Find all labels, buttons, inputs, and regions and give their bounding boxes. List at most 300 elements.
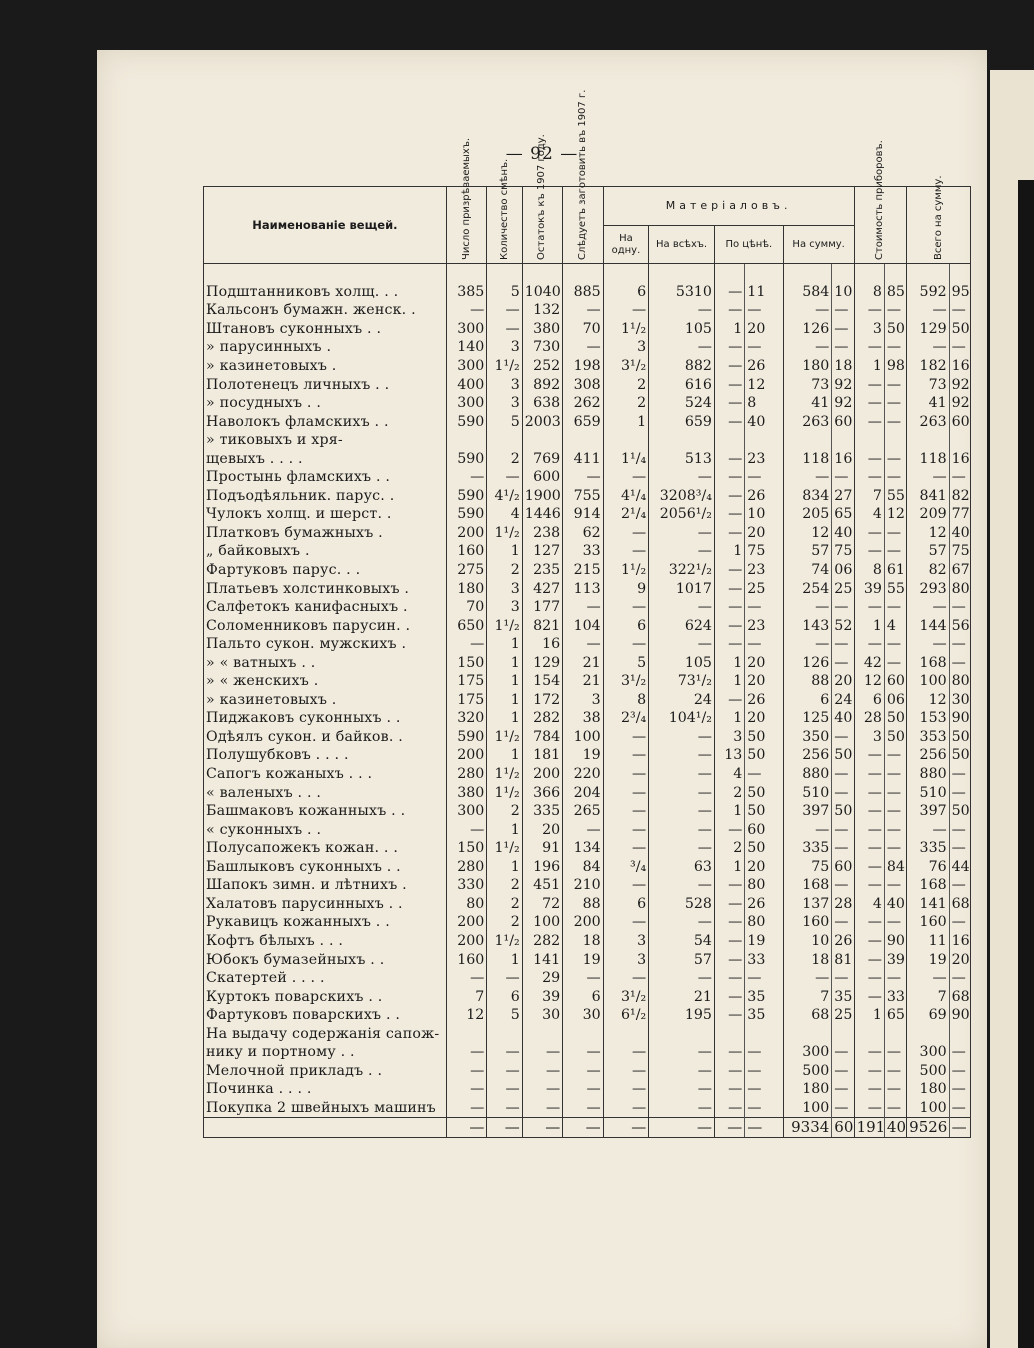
count-cell: 160	[446, 950, 486, 969]
total-rub-cell: —	[907, 468, 949, 487]
count-cell: 175	[446, 691, 486, 710]
price-kop-cell: —	[745, 1099, 783, 1118]
count-cell: —	[446, 1043, 486, 1062]
for-all-cell: —	[649, 969, 715, 988]
price-rub-cell: —	[714, 616, 744, 635]
table-row	[204, 950, 971, 969]
to-make-cell: 262	[563, 394, 603, 413]
table-row	[204, 301, 971, 320]
total-kop-cell: 60	[949, 412, 970, 431]
total-kop-cell: —	[949, 338, 970, 357]
total-kop-cell: 80	[949, 672, 970, 691]
remainder-cell: 177	[522, 598, 562, 617]
table-row	[204, 895, 971, 914]
price-rub-cell: 1	[714, 709, 744, 728]
instr-rub-cell: —	[854, 802, 884, 821]
for-all-cell: —	[649, 598, 715, 617]
price-rub-cell: 2	[714, 839, 744, 858]
sum-rub-cell: 205	[783, 505, 832, 524]
total-kop-cell: —	[949, 653, 970, 672]
header-materials: Матеріаловъ.	[603, 187, 854, 226]
remainder-cell: 600	[522, 468, 562, 487]
total-kop-cell: 75	[949, 542, 970, 561]
item-name: Фартуковъ парус. . .	[204, 561, 447, 580]
remainder-cell: 366	[522, 783, 562, 802]
total-kop-cell: 30	[949, 691, 970, 710]
table-row	[204, 505, 971, 524]
price-rub-cell: —	[714, 505, 744, 524]
total-kop-cell	[949, 431, 970, 450]
sum-rub-cell: 160	[783, 913, 832, 932]
count-cell	[446, 1024, 486, 1043]
instr-rub-cell: —	[854, 876, 884, 895]
price-kop-cell: 50	[745, 839, 783, 858]
sum-rub-cell: 10	[783, 932, 832, 951]
for-all-cell: 524	[649, 394, 715, 413]
price-kop-cell: —	[745, 598, 783, 617]
total-rub-cell: 73	[907, 375, 949, 394]
to-make-cell: 411	[563, 449, 603, 468]
total-rub-cell: 118	[907, 449, 949, 468]
for-all-cell: —	[649, 802, 715, 821]
for-all-cell: —	[649, 635, 715, 654]
per-one-cell: —	[603, 1099, 649, 1118]
sum-kop-cell: 40	[832, 524, 854, 543]
changes-cell: —	[487, 301, 522, 320]
item-name: нику и портному . .	[204, 1043, 447, 1062]
to-make-cell: 88	[563, 895, 603, 914]
price-kop-cell: 35	[745, 1006, 783, 1025]
table-row	[204, 913, 971, 932]
changes-cell: 2	[487, 449, 522, 468]
price-rub-cell: —	[714, 1099, 744, 1118]
instr-kop-cell: —	[884, 876, 906, 895]
changes-cell: —	[487, 1099, 522, 1118]
per-one-cell: —	[603, 802, 649, 821]
total-rub-cell: —	[907, 598, 949, 617]
sum-kop-cell: —	[832, 1043, 854, 1062]
price-kop-cell: 11	[745, 283, 783, 302]
count-cell: 590	[446, 449, 486, 468]
total-rub-cell: 168	[907, 653, 949, 672]
for-all-cell: 882	[649, 357, 715, 376]
remainder-cell: 1900	[522, 487, 562, 506]
total-rub-cell: 100	[907, 672, 949, 691]
total-rub-cell: 500	[907, 1062, 949, 1081]
total-rub-cell	[907, 431, 949, 450]
for-all-cell: —	[649, 1099, 715, 1118]
price-rub-cell: —	[714, 338, 744, 357]
sum-rub-cell: 584	[783, 283, 832, 302]
table-row	[204, 653, 971, 672]
to-make-cell: —	[563, 820, 603, 839]
changes-cell: —	[487, 320, 522, 339]
remainder-cell: 730	[522, 338, 562, 357]
price-kop-cell: 50	[745, 728, 783, 747]
instr-rub-cell: 1	[854, 1006, 884, 1025]
per-one-cell: 6¹/₂	[603, 1006, 649, 1025]
instr-rub-cell: —	[854, 765, 884, 784]
item-name: Башлыковъ суконныхъ . .	[204, 858, 447, 877]
to-make-cell: 914	[563, 505, 603, 524]
changes-cell: 1	[487, 691, 522, 710]
for-all-cell: 5310	[649, 283, 715, 302]
instr-rub-cell: —	[854, 820, 884, 839]
instr-kop-cell: 33	[884, 987, 906, 1006]
per-one-cell: 2¹/₄	[603, 505, 649, 524]
table-row	[204, 338, 971, 357]
per-one-cell: 1¹/₂	[603, 320, 649, 339]
item-name: Пиджаковъ суконныхъ . .	[204, 709, 447, 728]
instr-rub-cell: —	[854, 598, 884, 617]
total-rub-cell	[907, 1024, 949, 1043]
sum-rub-cell: 254	[783, 579, 832, 598]
per-one-cell: 2	[603, 394, 649, 413]
sum-rub-cell: 68	[783, 1006, 832, 1025]
table-row	[204, 858, 971, 877]
per-one-cell: 1¹/₄	[603, 449, 649, 468]
instr-rub-cell: —	[854, 969, 884, 988]
remainder-cell: 72	[522, 895, 562, 914]
total-kop-cell: 90	[949, 1006, 970, 1025]
instr-rub-cell	[854, 1024, 884, 1043]
price-kop-cell: 33	[745, 950, 783, 969]
table-row	[204, 412, 971, 431]
table-row	[204, 375, 971, 394]
changes-cell: 3	[487, 338, 522, 357]
for-all-cell: —	[649, 1043, 715, 1062]
count-cell: 7	[446, 987, 486, 1006]
sum-rub-cell: 350	[783, 728, 832, 747]
table-row	[204, 728, 971, 747]
item-name: Наволокъ фламскихъ . .	[204, 412, 447, 431]
total-kop-cell: 50	[949, 746, 970, 765]
price-rub-cell: 4	[714, 765, 744, 784]
changes-cell: —	[487, 1118, 522, 1138]
total-rub-cell: 11	[907, 932, 949, 951]
price-kop-cell: —	[745, 765, 783, 784]
sum-rub-cell: 397	[783, 802, 832, 821]
remainder-cell: 380	[522, 320, 562, 339]
item-name: Салфетокъ канифасныхъ .	[204, 598, 447, 617]
for-all-cell: —	[649, 783, 715, 802]
changes-cell: 3	[487, 598, 522, 617]
price-rub-cell: 1	[714, 672, 744, 691]
to-make-cell: 659	[563, 412, 603, 431]
sum-rub-cell: 880	[783, 765, 832, 784]
sum-kop-cell: 52	[832, 616, 854, 635]
remainder-cell: 100	[522, 913, 562, 932]
total-rub-cell: 7	[907, 987, 949, 1006]
price-rub-cell: 1	[714, 802, 744, 821]
instr-rub-cell: —	[854, 839, 884, 858]
count-cell: 200	[446, 932, 486, 951]
price-rub-cell: —	[714, 635, 744, 654]
sum-kop-cell: —	[832, 839, 854, 858]
price-kop-cell: 26	[745, 487, 783, 506]
table-row	[204, 320, 971, 339]
remainder-cell: 172	[522, 691, 562, 710]
item-name: Покупка 2 швейныхъ машинъ	[204, 1099, 447, 1118]
for-all-cell	[649, 431, 715, 450]
item-name: Башмаковъ кожанныхъ . .	[204, 802, 447, 821]
instr-kop-cell: —	[884, 635, 906, 654]
sum-kop-cell: —	[832, 728, 854, 747]
instr-rub-cell: —	[854, 950, 884, 969]
sum-rub-cell	[783, 1024, 832, 1043]
total-rub-cell: 141	[907, 895, 949, 914]
materials-table	[203, 89, 971, 1138]
sum-kop-cell: —	[832, 598, 854, 617]
count-cell: 300	[446, 394, 486, 413]
instr-kop-cell: —	[884, 598, 906, 617]
remainder-cell: 141	[522, 950, 562, 969]
total-rub-cell: 76	[907, 858, 949, 877]
item-name: « суконныхъ . .	[204, 820, 447, 839]
count-cell: 320	[446, 709, 486, 728]
to-make-cell: 19	[563, 746, 603, 765]
changes-cell: 2	[487, 913, 522, 932]
table-row	[204, 394, 971, 413]
item-name: „ байковыхъ .	[204, 542, 447, 561]
total-kop-cell: —	[949, 1062, 970, 1081]
price-kop-cell: —	[745, 301, 783, 320]
for-all-cell: 513	[649, 449, 715, 468]
count-cell	[446, 431, 486, 450]
sum-rub-cell: 12	[783, 524, 832, 543]
instr-rub-cell: —	[854, 858, 884, 877]
changes-cell: 5	[487, 1006, 522, 1025]
for-all-cell: 3208³/₄	[649, 487, 715, 506]
to-make-cell: 21	[563, 672, 603, 691]
total-rub-cell: 57	[907, 542, 949, 561]
sum-kop-cell: —	[832, 783, 854, 802]
per-one-cell: —	[603, 598, 649, 617]
price-kop-cell: 35	[745, 987, 783, 1006]
remainder-cell: 129	[522, 653, 562, 672]
price-rub-cell: 1	[714, 858, 744, 877]
instr-kop-cell: —	[884, 1080, 906, 1099]
sum-kop-cell: 20	[832, 672, 854, 691]
total-rub-cell: 293	[907, 579, 949, 598]
instr-kop-cell: 40	[884, 895, 906, 914]
total-kop-cell: —	[949, 876, 970, 895]
total-kop-cell: 92	[949, 375, 970, 394]
total-kop-cell: 95	[949, 283, 970, 302]
for-all-cell: —	[649, 839, 715, 858]
per-one-cell	[603, 431, 649, 450]
total-rub-cell: 182	[907, 357, 949, 376]
price-rub-cell	[714, 431, 744, 450]
per-one-cell	[603, 1024, 649, 1043]
sum-rub-cell: 41	[783, 394, 832, 413]
to-make-cell: —	[563, 1080, 603, 1099]
to-make-cell: 6	[563, 987, 603, 1006]
price-kop-cell: 20	[745, 672, 783, 691]
sum-kop-cell: 81	[832, 950, 854, 969]
count-cell: —	[446, 301, 486, 320]
per-one-cell: —	[603, 876, 649, 895]
sum-kop-cell: 24	[832, 691, 854, 710]
instr-kop-cell: —	[884, 1062, 906, 1081]
header-sum: На сумму.	[783, 226, 854, 264]
count-cell: 180	[446, 579, 486, 598]
to-make-cell: 113	[563, 579, 603, 598]
sum-rub-cell: —	[783, 468, 832, 487]
price-rub-cell: —	[714, 913, 744, 932]
item-name: Кальсонъ бумажн. женск. .	[204, 301, 447, 320]
count-cell: 400	[446, 375, 486, 394]
header-instr-cost: Стоимость приборовъ.	[854, 187, 907, 264]
total-rub-cell: 19	[907, 950, 949, 969]
per-one-cell: 1¹/₂	[603, 561, 649, 580]
price-rub-cell: 1	[714, 320, 744, 339]
price-kop-cell: —	[745, 468, 783, 487]
to-make-cell: 62	[563, 524, 603, 543]
to-make-cell: 30	[563, 1006, 603, 1025]
count-cell: 650	[446, 616, 486, 635]
for-all-cell: —	[649, 913, 715, 932]
item-name: Рукавицъ кожанныхъ . .	[204, 913, 447, 932]
item-name: Пальто сукон. мужскихъ .	[204, 635, 447, 654]
total-kop-cell: 68	[949, 895, 970, 914]
price-kop-cell: 50	[745, 802, 783, 821]
sum-kop-cell: —	[832, 301, 854, 320]
price-kop-cell: 60	[745, 820, 783, 839]
remainder-cell: —	[522, 1080, 562, 1099]
per-one-cell: 3	[603, 932, 649, 951]
to-make-cell: 308	[563, 375, 603, 394]
count-cell: 280	[446, 765, 486, 784]
sum-rub-cell: 126	[783, 320, 832, 339]
item-name: » посудныхъ . .	[204, 394, 447, 413]
price-kop-cell: 19	[745, 932, 783, 951]
instr-kop-cell: —	[884, 412, 906, 431]
to-make-cell: —	[563, 1062, 603, 1081]
count-cell: 12	[446, 1006, 486, 1025]
sum-rub-cell: 18	[783, 950, 832, 969]
item-name: Шапокъ зимн. и лѣтнихъ .	[204, 876, 447, 895]
instr-rub-cell: —	[854, 1099, 884, 1118]
price-kop-cell: 20	[745, 653, 783, 672]
sum-kop-cell: 10	[832, 283, 854, 302]
price-rub-cell: —	[714, 1062, 744, 1081]
per-one-cell: —	[603, 913, 649, 932]
item-name: Подъодѣяльник. парус. .	[204, 487, 447, 506]
count-cell: 380	[446, 783, 486, 802]
per-one-cell: —	[603, 1043, 649, 1062]
price-rub-cell: —	[714, 895, 744, 914]
sum-kop-cell: —	[832, 320, 854, 339]
changes-cell: 1	[487, 950, 522, 969]
remainder-cell: 821	[522, 616, 562, 635]
table-row	[204, 598, 971, 617]
to-make-cell: 84	[563, 858, 603, 877]
price-kop-cell: —	[745, 1043, 783, 1062]
for-all-cell: —	[649, 1062, 715, 1081]
remainder-cell: 1040	[522, 283, 562, 302]
item-name: Починка . . . .	[204, 1080, 447, 1099]
price-kop-cell: —	[745, 635, 783, 654]
total-kop-cell: 77	[949, 505, 970, 524]
per-one-cell: —	[603, 820, 649, 839]
sum-kop-cell: —	[832, 468, 854, 487]
count-cell: 150	[446, 653, 486, 672]
instr-rub-cell: 28	[854, 709, 884, 728]
remainder-cell: 892	[522, 375, 562, 394]
remainder-cell: 16	[522, 635, 562, 654]
instr-rub-cell: —	[854, 635, 884, 654]
price-kop-cell: 20	[745, 320, 783, 339]
sum-kop-cell: —	[832, 635, 854, 654]
total-rub-cell: —	[907, 635, 949, 654]
sum-rub-cell: 88	[783, 672, 832, 691]
count-cell: 150	[446, 839, 486, 858]
remainder-cell: 154	[522, 672, 562, 691]
total-kop-cell	[949, 1024, 970, 1043]
instr-rub-cell: —	[854, 468, 884, 487]
sum-kop-cell: —	[832, 1062, 854, 1081]
instr-rub-cell: —	[854, 375, 884, 394]
sum-rub-cell: 180	[783, 1080, 832, 1099]
sum-kop-cell: —	[832, 969, 854, 988]
count-cell: 590	[446, 505, 486, 524]
to-make-cell: 215	[563, 561, 603, 580]
changes-cell: 1¹/₂	[487, 524, 522, 543]
changes-cell: 1	[487, 746, 522, 765]
item-name	[204, 1118, 447, 1138]
per-one-cell: 8	[603, 691, 649, 710]
price-kop-cell: 23	[745, 449, 783, 468]
to-make-cell: 220	[563, 765, 603, 784]
for-all-cell: 2056¹/₂	[649, 505, 715, 524]
sum-rub-cell: 263	[783, 412, 832, 431]
item-name: Мелочной прикладъ . .	[204, 1062, 447, 1081]
instr-rub-cell	[854, 431, 884, 450]
price-kop-cell: 20	[745, 709, 783, 728]
count-cell: 590	[446, 728, 486, 747]
item-name: « валеныхъ . . .	[204, 783, 447, 802]
instr-rub-cell: 12	[854, 672, 884, 691]
count-cell: —	[446, 1080, 486, 1099]
sum-kop-cell: —	[832, 876, 854, 895]
item-name: Чулокъ холщ. и шерст. .	[204, 505, 447, 524]
total-kop-cell: 68	[949, 987, 970, 1006]
to-make-cell: 210	[563, 876, 603, 895]
total-kop-cell: —	[949, 839, 970, 858]
price-rub-cell: —	[714, 1118, 744, 1138]
sum-kop-cell: 65	[832, 505, 854, 524]
table-row	[204, 746, 971, 765]
sum-rub-cell: —	[783, 598, 832, 617]
remainder-cell: 252	[522, 357, 562, 376]
item-name: » казинетовыхъ .	[204, 357, 447, 376]
for-all-cell	[649, 1024, 715, 1043]
changes-cell: 5	[487, 283, 522, 302]
total-kop-cell: —	[949, 969, 970, 988]
to-make-cell: 70	[563, 320, 603, 339]
item-name: Полусапожекъ кожан. . .	[204, 839, 447, 858]
instr-kop-cell: —	[884, 524, 906, 543]
item-name: Халатовъ парусинныхъ . .	[204, 895, 447, 914]
table-row	[204, 449, 971, 468]
instr-kop-cell: 85	[884, 283, 906, 302]
price-kop-cell: 20	[745, 524, 783, 543]
remainder-cell: 235	[522, 561, 562, 580]
item-name: Кофтъ бѣлыхъ . . .	[204, 932, 447, 951]
total-rub-cell: 41	[907, 394, 949, 413]
instr-kop-cell: —	[884, 1043, 906, 1062]
